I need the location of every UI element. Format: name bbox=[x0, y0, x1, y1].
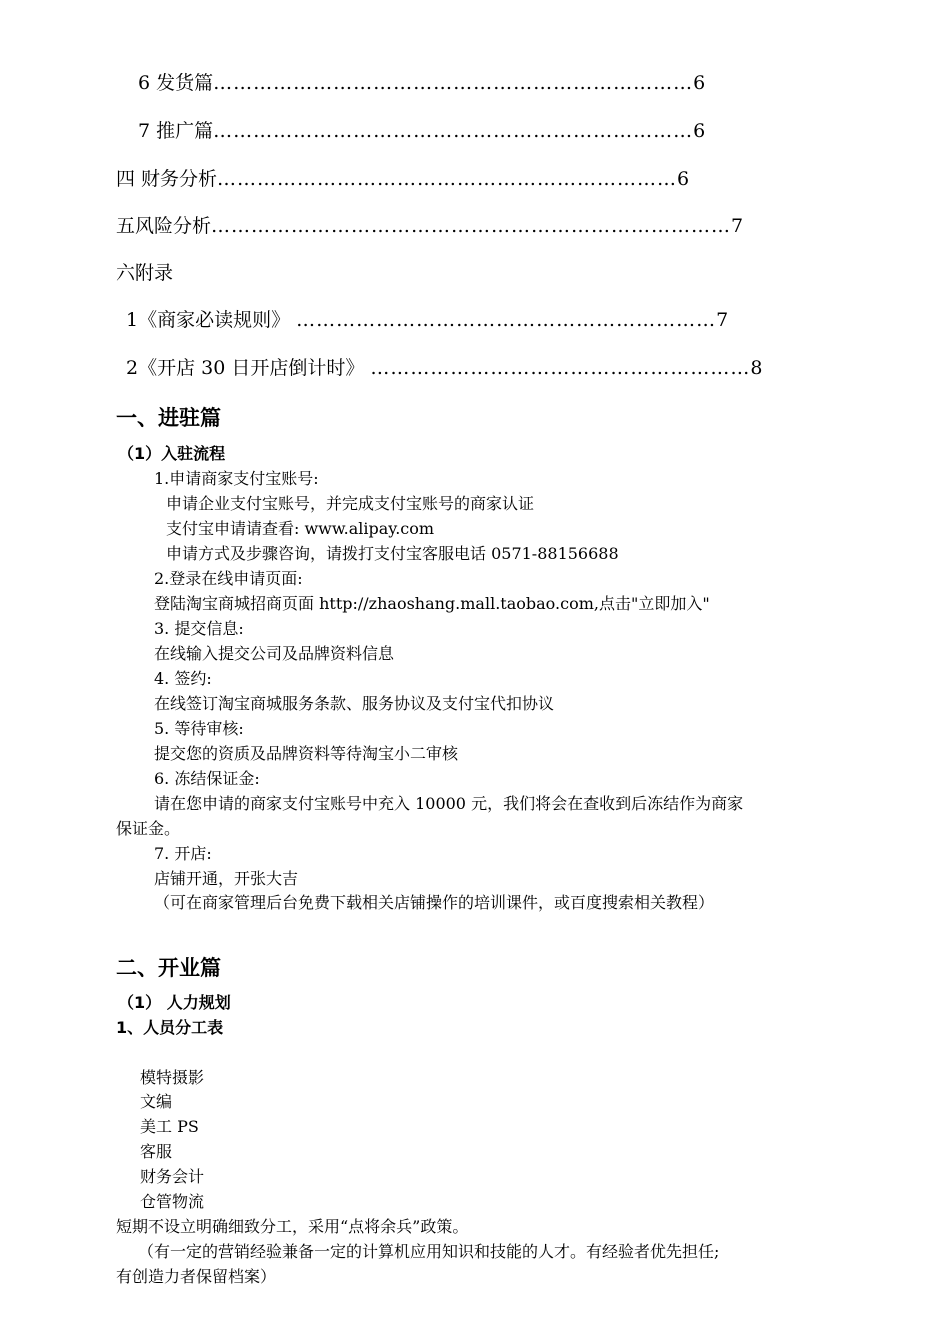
section-heading: 二、开业篇 bbox=[116, 956, 221, 980]
toc-entry: 1《商家必读规则》 ………………………………………………………7 bbox=[126, 309, 729, 331]
toc-page: 6 bbox=[693, 72, 706, 94]
step-line: 登陆淘宝商城招商页面 http://zhaoshang.mall.taobao.com,点击"立即加入" bbox=[154, 594, 710, 613]
step-line: 2.登录在线申请页面: bbox=[154, 569, 303, 588]
toc-label: 1《商家必读规则》 bbox=[126, 309, 291, 331]
step-line: 4. 签约: bbox=[154, 669, 212, 688]
toc-label: 五风险分析 bbox=[116, 215, 212, 237]
toc-entry: 7 推广篇………………………………………………………………6 bbox=[138, 120, 706, 142]
toc-label: 四 财务分析 bbox=[116, 168, 218, 190]
role-item: 仓管物流 bbox=[140, 1192, 205, 1211]
step-line: 申请企业支付宝账号，并完成支付宝账号的商家认证 bbox=[166, 494, 535, 513]
step-line: 6. 冻结保证金: bbox=[154, 769, 260, 788]
note-text: （有一定的营销经验兼备一定的计算机应用知识和技能的人才。有经验者优先担任; bbox=[138, 1242, 720, 1261]
toc-entry: 2《开店 30 日开店倒计时》 …………………………………………………8 bbox=[126, 357, 763, 379]
step-line: 1.申请商家支付宝账号: bbox=[154, 469, 319, 488]
step-line: 保证金。 bbox=[116, 819, 181, 838]
role-item: 客服 bbox=[140, 1142, 173, 1161]
step-line: 在线输入提交公司及品牌资料信息 bbox=[154, 644, 395, 663]
toc-label: 7 推广篇 bbox=[138, 120, 214, 142]
role-item: 美工 PS bbox=[140, 1117, 199, 1136]
toc-page: 8 bbox=[750, 357, 763, 379]
toc-label: 6 发货篇 bbox=[138, 72, 214, 94]
step-line: 在线签订淘宝商城服务条款、服务协议及支付宝代扣协议 bbox=[154, 694, 555, 713]
subsection-heading: （1） 人力规划 bbox=[118, 993, 231, 1012]
step-line: 申请方式及步骤咨询，请拨打支付宝客服电话 0571-88156688 bbox=[166, 544, 619, 563]
section-heading: 一、进驻篇 bbox=[116, 406, 221, 430]
step-line: （可在商家管理后台免费下载相关店铺操作的培训课件，或百度搜索相关教程） bbox=[154, 893, 715, 912]
toc-page: 7 bbox=[716, 309, 729, 331]
note-text: 有创造力者保留档案） bbox=[116, 1267, 277, 1286]
step-line: 5. 等待审核: bbox=[154, 719, 244, 738]
policy-text: 短期不设立明确细致分工，采用“点将余兵”政策。 bbox=[116, 1217, 469, 1236]
step-line: 3. 提交信息: bbox=[154, 619, 244, 638]
role-item: 模特摄影 bbox=[140, 1068, 205, 1087]
step-line: 7. 开店: bbox=[154, 844, 212, 863]
toc-page: 6 bbox=[693, 120, 706, 142]
subsection-heading: （1）入驻流程 bbox=[118, 444, 226, 463]
toc-label: 六附录 bbox=[116, 262, 174, 284]
step-line: 支付宝申请请查看: www.alipay.com bbox=[166, 519, 435, 538]
toc-entry: 四 财务分析……………………………………………………………6 bbox=[116, 168, 690, 190]
toc-entry bbox=[116, 258, 173, 285]
step-line: 提交您的资质及品牌资料等待淘宝小二审核 bbox=[154, 744, 459, 763]
toc-entry: 五风险分析……………………………………………………………………7 bbox=[116, 215, 744, 237]
toc-label: 2《开店 30 日开店倒计时》 bbox=[126, 357, 365, 379]
toc-page: 6 bbox=[677, 168, 690, 190]
toc-page: 7 bbox=[731, 215, 744, 237]
step-line: 店铺开通，开张大吉 bbox=[154, 869, 299, 888]
table-heading: 1、人员分工表 bbox=[116, 1018, 224, 1037]
role-item: 财务会计 bbox=[140, 1167, 205, 1186]
role-item: 文编 bbox=[140, 1092, 173, 1111]
step-line: 请在您申请的商家支付宝账号中充入 10000 元，我们将会在查收到后冻结作为商家 bbox=[154, 794, 744, 813]
toc-entry: 6 发货篇………………………………………………………………6 bbox=[138, 72, 706, 94]
